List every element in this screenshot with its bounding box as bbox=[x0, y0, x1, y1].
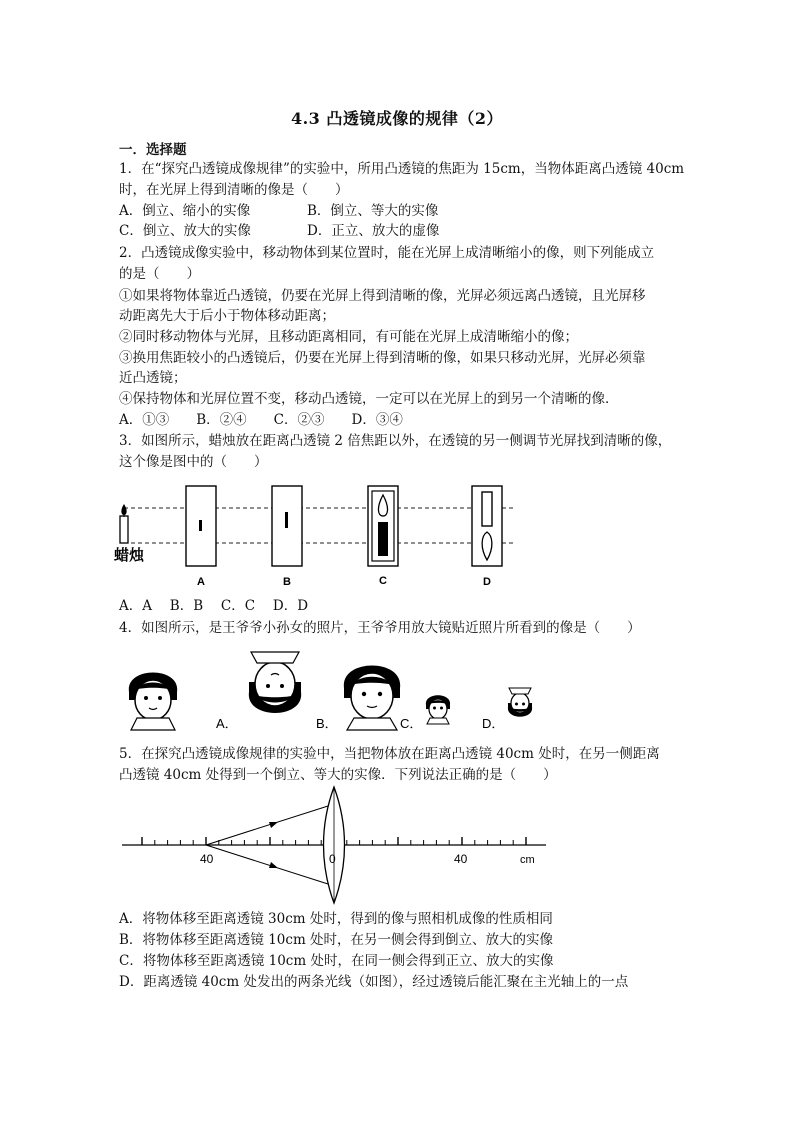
girl-option-b bbox=[344, 666, 400, 731]
q2-statement-1b: 动距离先大于后小于物体移动距离； bbox=[119, 308, 335, 324]
q5-stem-line1: 5．在探究凸透镜成像规律的实验中，当把物体放在距离凸透镜 40cm 处时，在另一侧距离 bbox=[119, 746, 660, 762]
q5-option-c: C．将物体移至距离透镜 10cm 处时，在同一侧会得到正立、放大的实像 bbox=[119, 953, 554, 969]
q5-option-b: B．将物体移至距离透镜 10cm 处时，在另一侧会得到倒立、放大的实像 bbox=[119, 932, 554, 948]
q3-options: A．A B．B C．C D．D bbox=[119, 598, 309, 614]
q1-stem-line1: 1．在“探究凸透镜成像规律”的实验中，所用凸透镜的焦距为 15cm，当物体距离凸透镜 40cm bbox=[119, 161, 685, 177]
q5-option-d: D．距离透镜 40cm 处发出的两条光线（如图），经过透镜后能汇聚在主光轴上的一点 bbox=[119, 974, 629, 990]
ruler-unit-cm: cm bbox=[520, 854, 535, 866]
lower-ray bbox=[206, 845, 328, 884]
q3-stem-line2: 这个像是图中的（ ） bbox=[119, 454, 268, 470]
q4-photo-figure bbox=[120, 648, 550, 738]
fig-label-a: A bbox=[197, 576, 205, 588]
page-title: 4.3 凸透镜成像的规律（2） bbox=[290, 109, 504, 128]
q4-label-a: A． bbox=[216, 716, 238, 731]
q1-option-d: D．正立、放大的虚像 bbox=[307, 223, 440, 239]
upper-ray-arrow bbox=[269, 822, 278, 828]
ruler-label-40-right: 40 bbox=[454, 852, 468, 866]
screen-a bbox=[186, 486, 216, 566]
q4-label-d: D． bbox=[482, 716, 505, 731]
q1-stem-line2: 时，在光屏上得到清晰的像是（ ） bbox=[119, 182, 349, 198]
q5-ruler-lens-figure bbox=[118, 785, 558, 907]
girl-option-c bbox=[426, 695, 450, 724]
upper-ray bbox=[206, 806, 328, 845]
q1-option-b: B．倒立、等大的实像 bbox=[307, 203, 439, 219]
candle-label: 蜡烛 bbox=[114, 547, 145, 564]
ruler-label-0: 0 bbox=[329, 852, 336, 866]
girl-photo-original bbox=[129, 673, 177, 731]
girl-option-d bbox=[508, 688, 532, 717]
section-heading: 一．选择题 bbox=[119, 142, 187, 158]
candle-icon bbox=[120, 504, 128, 543]
fig-label-d: D bbox=[483, 576, 491, 588]
q5-option-a: A．将物体移至距离透镜 30cm 处时，得到的像与照相机成像的性质相同 bbox=[119, 911, 553, 927]
q2-statement-4: ④保持物体和光屏位置不变，移动凸透镜，一定可以在光屏上的到另一个清晰的像． bbox=[119, 391, 619, 407]
q4-label-c: C． bbox=[400, 716, 423, 731]
q4-label-b: B． bbox=[316, 716, 338, 731]
q3-stem-line1: 3．如图所示，蜡烛放在距离凸透镜 2 倍焦距以外，在透镜的另一侧调节光屏找到清晰的像， bbox=[119, 433, 672, 449]
q4-stem: 4．如图所示，是王爷爷小孙女的照片，王爷爷用放大镜贴近照片所看到的像是（ ） bbox=[119, 620, 641, 636]
screen-b bbox=[272, 486, 302, 566]
q2-statement-3a: ③换用焦距较小的凸透镜后，仍要在光屏上得到清晰的像，如果只移动光屏，光屏必须靠 bbox=[119, 350, 646, 366]
ruler-label-40-left: 40 bbox=[200, 852, 214, 866]
q2-statement-3b: 近凸透镜； bbox=[119, 370, 187, 386]
girl-option-a bbox=[249, 652, 301, 713]
q2-stem-line1: 2．凸透镜成像实验中，移动物体到某位置时，能在光屏上成清晰缩小的像，则下列能成立 bbox=[119, 245, 655, 261]
q1-option-c: C．倒立、放大的实像 bbox=[119, 223, 251, 239]
q5-stem-line2: 凸透镜 40cm 处得到一个倒立、等大的实像．下列说法正确的是（ ） bbox=[119, 767, 557, 783]
q2-statement-2: ②同时移动物体与光屏，且移动距离相同，有可能在光屏上成清晰缩小的像； bbox=[119, 329, 578, 345]
q2-stem-line2: 的是（ ） bbox=[119, 266, 200, 282]
q3-candle-lens-figure bbox=[110, 478, 530, 593]
q1-option-a: A．倒立、缩小的实像 bbox=[119, 203, 251, 219]
q2-statement-1a: ①如果将物体靠近凸透镜，仍要在光屏上得到清晰的像，光屏必须远离凸透镜，且光屏移 bbox=[119, 288, 646, 304]
screen-d bbox=[472, 486, 502, 566]
fig-label-c: C bbox=[379, 575, 387, 587]
q2-options: A．①③ B．②④ C．②③ D．③④ bbox=[119, 412, 403, 428]
screen-c bbox=[368, 486, 398, 566]
lower-ray-arrow bbox=[269, 862, 278, 868]
fig-label-b: B bbox=[283, 576, 291, 588]
